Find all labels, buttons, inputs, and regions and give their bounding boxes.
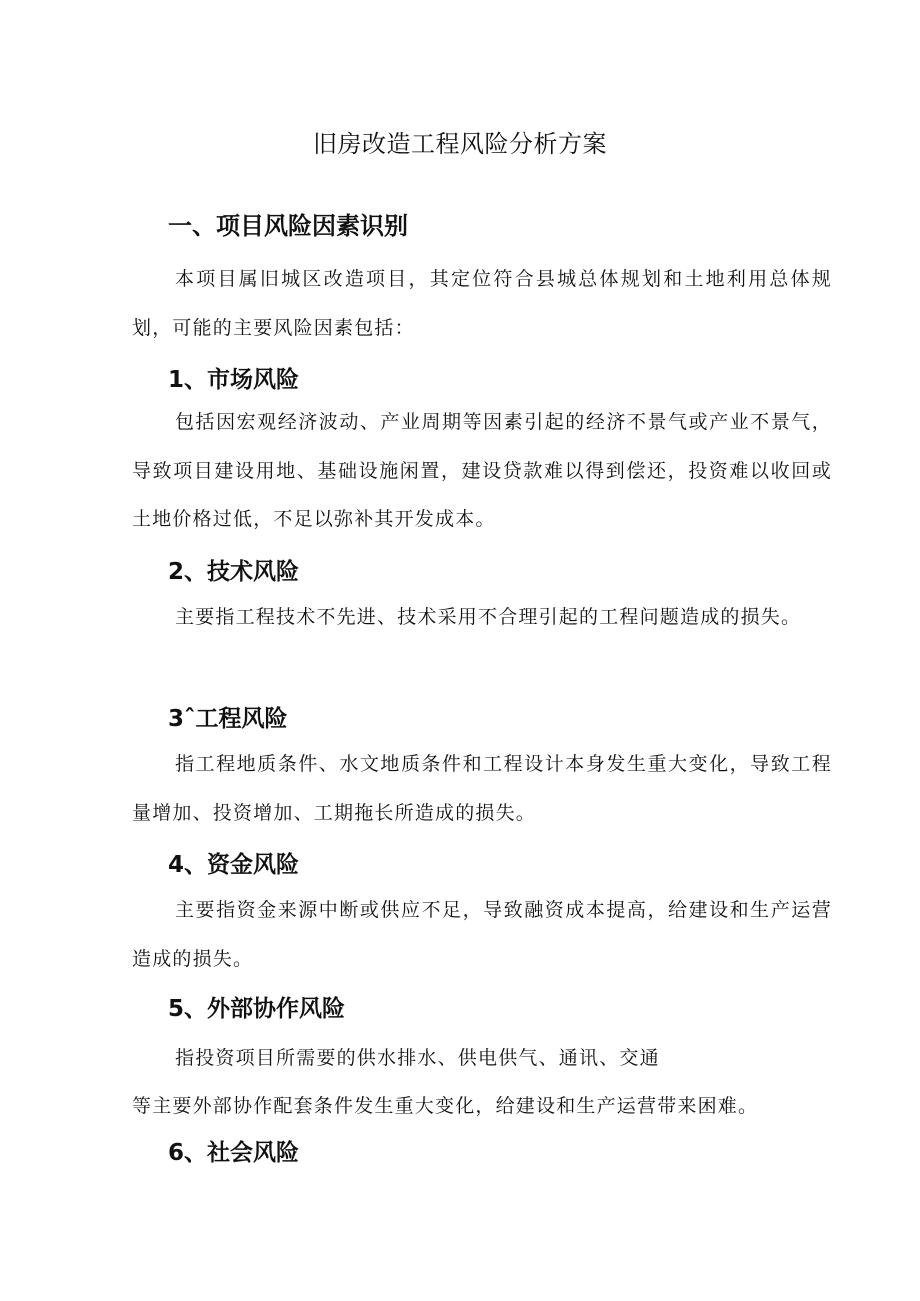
risk-text-technical: 主要指工程技术不先进、技术采用不合理引起的工程问题造成的损失。 (175, 606, 802, 628)
risk-text-external-line2: 等主要外部协作配套条件发生重大变化，给建设和生产运营带来困难。 (132, 1095, 759, 1117)
risk-text-engineering: 指工程地质条件、水文地质条件和工程设计本身发生重大变化，导致工程量增加、投资增加、工期拖长所造成的损失。 (132, 753, 832, 824)
document-title: 旧房改造工程风险分析方案 (313, 130, 607, 158)
risk-heading-social: 6、社会风险 (168, 1140, 300, 1166)
risk-heading-engineering: 3ˆ工程风险 (168, 706, 288, 732)
risk-heading-technical: 2、技术风险 (168, 559, 300, 585)
risk-heading-market: 1、市场风险 (168, 367, 300, 393)
intro-paragraph: 本项目属旧城区改造项目，其定位符合县城总体规划和土地利用总体规划，可能的主要风险因素包括： (132, 268, 832, 339)
risk-text-external-line1: 指投资项目所需要的供水排水、供电供气、通讯、交通 (175, 1047, 660, 1069)
section-heading: 一、项目风险因素识别 (168, 212, 408, 240)
risk-heading-external: 5、外部协作风险 (168, 996, 346, 1022)
risk-text-market: 包括因宏观经济波动、产业周期等因素引起的经济不景气或产业不景气，导致项目建设用地、基础设施闲置，建设贷款难以得到偿还，投资难以收回或土地价格过低，不足以弥补其开发成本。 (132, 411, 832, 530)
risk-heading-funding: 4、资金风险 (168, 852, 300, 878)
risk-text-funding: 主要指资金来源中断或供应不足，导致融资成本提高，给建设和生产运营造成的损失。 (132, 899, 832, 970)
